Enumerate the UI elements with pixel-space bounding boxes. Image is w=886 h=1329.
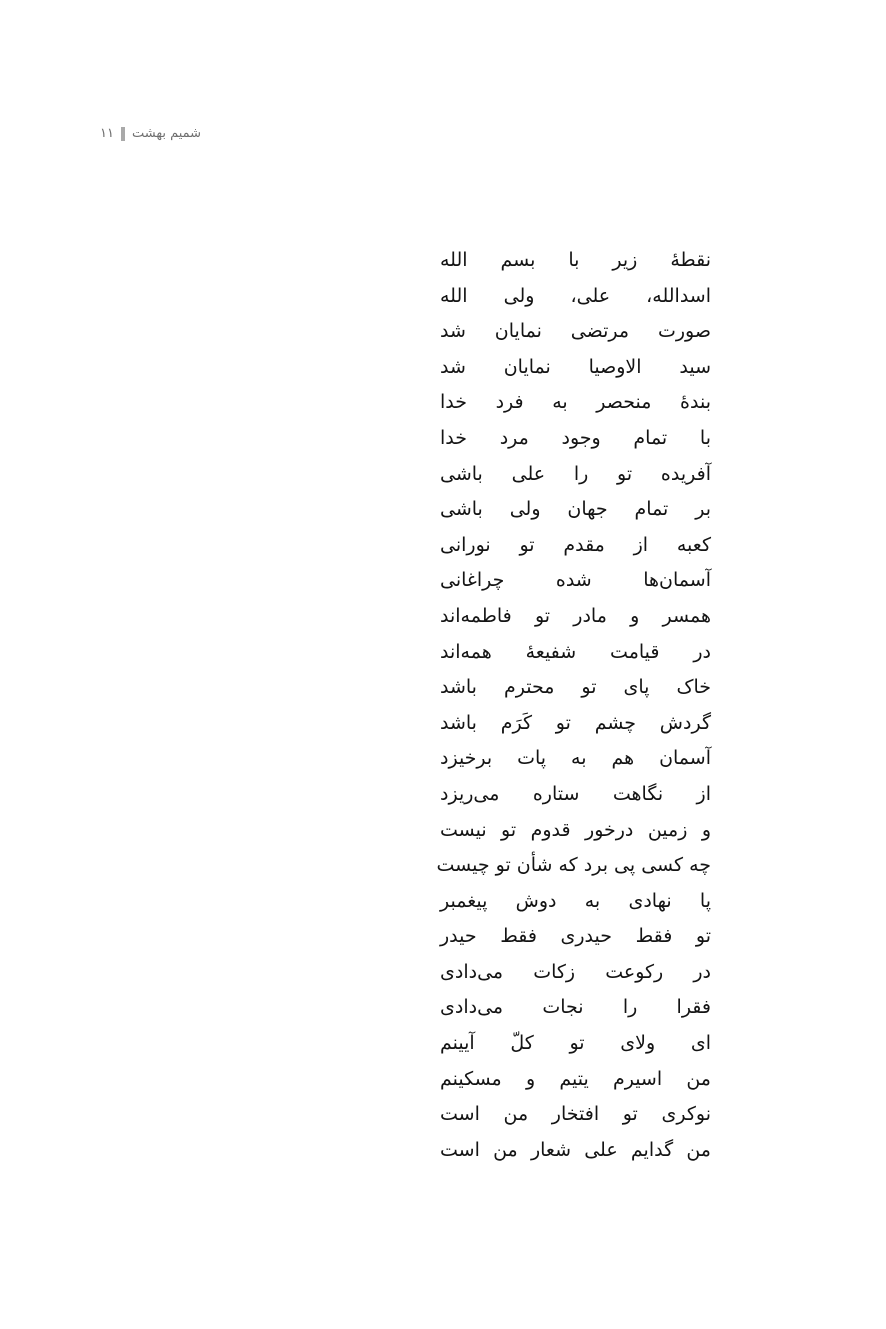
poem-line: من اسیرم یتیم و مسکینم xyxy=(440,1067,711,1090)
poem-line: خاک پای تو محترم باشد xyxy=(440,676,711,699)
poem-line: پا نهادی به دوش پیغمبر xyxy=(440,889,711,912)
page-header xyxy=(100,124,201,143)
poem-line: آفریده تو را علی باشی xyxy=(440,462,711,485)
poem-line: نوکری تو افتخار من است xyxy=(440,1103,711,1126)
poem-line: صورت مرتضی نمایان شد xyxy=(440,320,711,343)
poem-block xyxy=(436,243,711,1168)
poem-line: و زمین درخور قدوم تو نیست xyxy=(440,818,711,841)
poem-line: با تمام وجود مرد خدا xyxy=(440,426,711,449)
page-number: ۱۱ xyxy=(100,126,114,141)
poem-line: ای ولای تو کلّ آیینم xyxy=(440,1032,711,1055)
poem-line: از نگاهت ستاره می‌ریزد xyxy=(440,782,711,805)
header-separator-bar xyxy=(121,127,125,141)
book-title: شمیم بهشت xyxy=(131,126,202,141)
poem-line: در قیامت شفیعهٔ همه‌اند xyxy=(440,640,711,663)
poem-line: گردش چشم تو کَرَم باشد xyxy=(440,711,711,734)
poem-line: نقطهٔ زیر با بسم الله xyxy=(440,249,711,271)
poem-line: آسمان هم به پات برخیزد xyxy=(440,747,711,770)
poem-line: آسمان‌ها شده چراغانی xyxy=(440,569,711,592)
poem-line: تو فقط حیدری فقط حیدر xyxy=(440,925,711,948)
poem-line: چه کسی پی برد که شأن تو چیست xyxy=(436,854,711,877)
poem-line: بر تمام جهان ولی باشی xyxy=(440,498,711,521)
poem-line: در رکوعت زکات می‌دادی xyxy=(440,960,711,983)
poem-line: سید الاوصیا نمایان شد xyxy=(440,355,711,378)
poem-line: بندهٔ منحصر به فرد خدا xyxy=(440,391,711,414)
poem-line: فقرا را نجات می‌دادی xyxy=(440,996,711,1019)
poem-line: همسر و مادر تو فاطمه‌اند xyxy=(440,604,711,627)
poem-line: کعبه از مقدم تو نورانی xyxy=(440,533,711,556)
poem-line: من گدایم علی شعار من است xyxy=(440,1138,711,1161)
poem-line: اسدالله، علی، ولی الله xyxy=(440,284,711,307)
